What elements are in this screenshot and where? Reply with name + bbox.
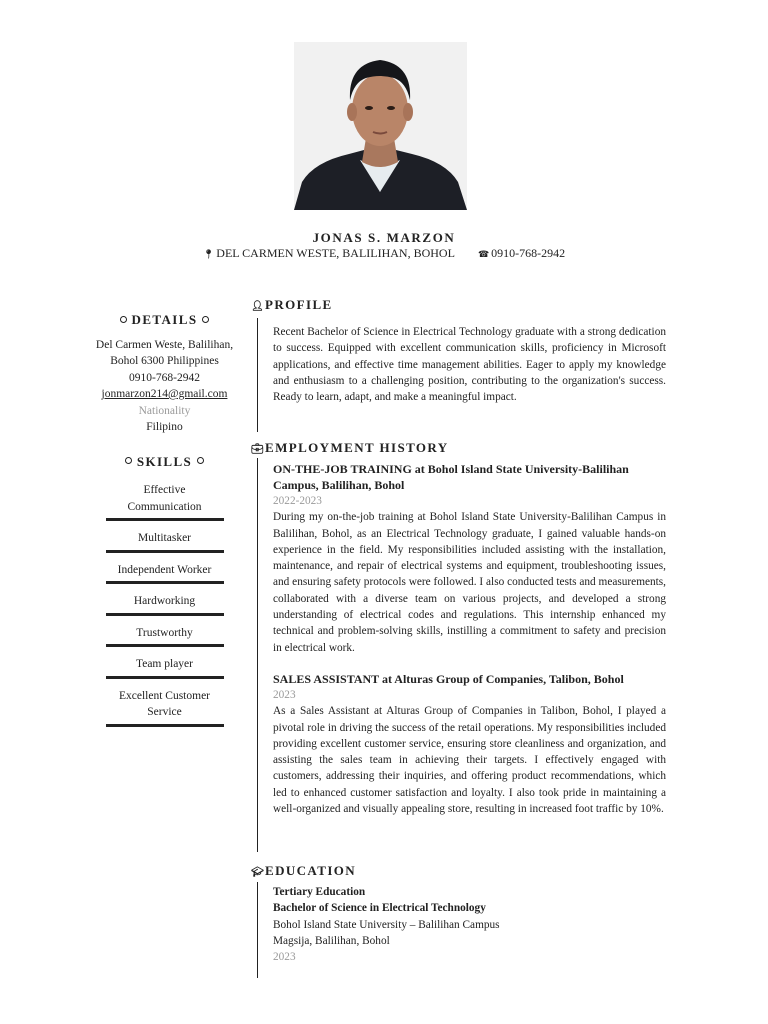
applicant-name: JONAS S. MARZON <box>312 230 456 245</box>
education-rule <box>257 882 258 978</box>
briefcase-icon: 💼︎ <box>251 444 266 455</box>
profile-text: Recent Bachelor of Science in Electrical Technology graduate with a strong dedication to success. Equipped with excellent communication skills, proficiency in Microsoft applications, and effective time management abilities. Eager to apply my knowledge and enthusiasm to a challenging position, contributing to the organization's success. Ready to learn, adapt, and make a meaningful impact. <box>273 326 666 404</box>
employment-job-2 <box>273 671 666 817</box>
job-date: 2023 <box>273 689 296 701</box>
education-location: Magsija, Balilihan, Bohol <box>273 934 390 947</box>
education-heading-text: EDUCATION <box>265 863 357 878</box>
contact-line <box>0 246 768 261</box>
skill-label: Independent Worker <box>117 563 212 576</box>
left-column <box>82 312 247 732</box>
header-phone-text: 0910-768-2942 <box>491 246 566 260</box>
education-level: Tertiary Education <box>273 886 366 898</box>
phone-icon: ☎︎ <box>477 249 490 259</box>
job-description: As a Sales Assistant at Alturas Group of Companies in Talibon, Bohol, I played a pivotal role in driving the success of the retail operations. My responsibilities included providing excellent customer service, ensuring store cleanliness and organization, and assisting the sales team in achieving their targets. I effectively engaged with customers, addressing their inquiries, and offering product recommendations, which led to enhanced customer satisfaction and loyalty. I also took pride in maintaining a well-organized and visually appealing store, resulting in increased foot traffic by 10%. <box>273 705 666 816</box>
skill-item <box>106 558 224 585</box>
job-title: ON-THE-JOB TRAINING at Bohol Island State University-Balilihan Campus, Balilihan, Bohol <box>273 462 629 492</box>
skill-label: Effective <box>143 484 186 496</box>
skill-item <box>106 652 224 679</box>
skill-item <box>106 684 224 727</box>
header-address <box>203 246 455 261</box>
map-pin-icon: 📍︎ <box>202 249 215 259</box>
ring-icon <box>197 457 204 464</box>
education-school: Bohol Island State University – Balilihan Campus <box>273 918 500 931</box>
details-address-line2: Bohol 6300 Philippines <box>110 355 219 367</box>
skill-label: Hardworking <box>133 595 196 607</box>
profile-photo <box>294 42 467 210</box>
profile-section <box>273 324 666 405</box>
skill-item <box>106 621 224 648</box>
header-phone <box>478 246 565 261</box>
skill-item <box>106 478 224 521</box>
skills-section <box>82 454 247 727</box>
education-year: 2023 <box>273 951 296 964</box>
education-degree: Bachelor of Science in Electrical Technology <box>273 902 486 915</box>
profile-heading <box>251 297 333 313</box>
nationality-value: Filipino <box>146 421 183 433</box>
employment-rule <box>257 458 258 852</box>
header-address-text: DEL CARMEN WESTE, BALILIHAN, BOHOL <box>216 246 455 260</box>
skill-item <box>106 526 224 553</box>
details-heading <box>82 312 247 329</box>
ring-icon <box>125 457 132 464</box>
employment-heading <box>251 440 449 456</box>
ring-icon <box>120 316 127 323</box>
skill-label: Team player <box>136 658 193 670</box>
details-heading-text: DETAILS <box>131 312 198 327</box>
job-title: SALES ASSISTANT at Alturas Group of Companies, Talibon, Bohol <box>273 672 624 686</box>
details-email-link[interactable]: jonmarzon214@gmail.com <box>101 388 228 400</box>
skill-label: Excellent Customer <box>118 689 211 702</box>
details-phone: 0910-768-2942 <box>129 371 200 384</box>
person-icon: 👤︎ <box>251 301 266 312</box>
ring-icon <box>202 316 209 323</box>
details-block <box>82 337 247 436</box>
employment-job-1 <box>273 461 666 656</box>
education-section <box>273 884 666 965</box>
graduation-cap-icon: 🎓︎ <box>251 867 266 878</box>
skill-label-line2: Service <box>147 706 182 718</box>
job-description: During my on-the-job training at Bohol Island State University-Balilihan Campus in Balilihan, Bohol, as an Electrical Technology graduate, I gained valuable hands-on experience in the field. My responsibilities included assisting with the installation, maintenance, and repair of electrical systems and equipment, troubleshooting issues, and ensuring safety protocols were followed. I also conducted tests and measurements, collaborated with a diverse team on various projects, and developed a strong understanding of electrical codes and regulations. This internship enhanced my technical and problem-solving skills, instilling a commitment to safety and precision in electrical work. <box>273 511 666 654</box>
skill-label: Multitasker <box>137 532 192 544</box>
employment-heading-text: EMPLOYMENT HISTORY <box>265 440 449 455</box>
job-date: 2022-2023 <box>273 495 322 507</box>
profile-rule <box>257 318 258 432</box>
skills-heading-text: SKILLS <box>136 453 193 469</box>
skill-label-line2: Communication <box>127 500 202 513</box>
skill-item <box>106 589 224 616</box>
nationality-label: Nationality <box>138 404 191 417</box>
profile-heading-text: PROFILE <box>265 297 333 312</box>
details-address-line1: Del Carmen Weste, Balilihan, <box>95 338 234 351</box>
education-heading <box>251 863 356 879</box>
skill-label: Trustworthy <box>136 626 193 639</box>
skills-heading <box>82 454 247 471</box>
